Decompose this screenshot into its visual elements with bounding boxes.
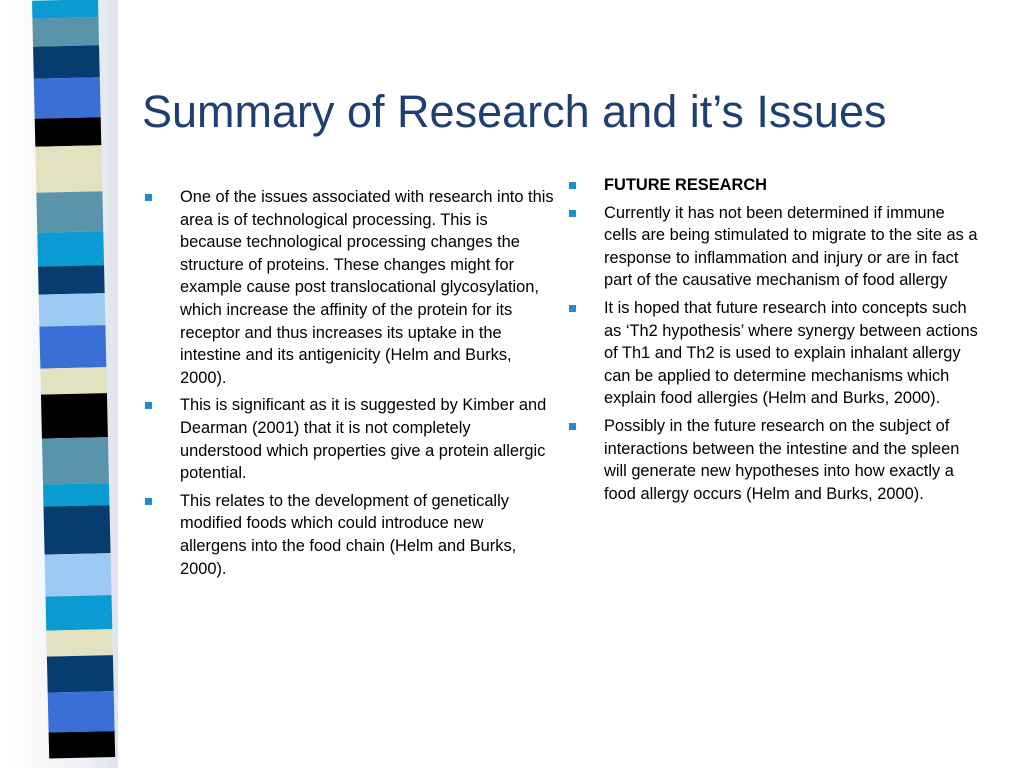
- right-bullet-item: [566, 415, 978, 505]
- stripe-segment: [34, 77, 101, 118]
- right-heading-item: [566, 174, 978, 197]
- bullet-text: Possibly in the future research on the subject of interactions between the intestine and the spleen will generate new hypotheses into how exactly a food allergy occurs (Helm and Burks, 2000).: [604, 416, 960, 503]
- right-bullet-item: [566, 202, 978, 292]
- bullet-text: Currently it has not been determined if immune cells are being stimulated to migrate to the site as a response to inflammation and injury or are in fact part of the causative mechanism of food allergy: [604, 203, 978, 290]
- stripe-segment: [43, 505, 110, 554]
- stripe-segment: [36, 191, 103, 232]
- stripe-segment: [41, 393, 108, 438]
- stripe-segment: [37, 231, 104, 266]
- stripe-segment: [33, 45, 100, 78]
- stripe-segment: [45, 553, 112, 596]
- stripe-segment: [32, 0, 98, 19]
- stripe-segment: [42, 437, 109, 484]
- future-research-heading: FUTURE RESEARCH: [604, 176, 768, 194]
- bullet-text: This is significant as it is suggested by Kimber and Dearman (2001) that it is not completely understood which properties give a protein allergic potential.: [180, 396, 547, 483]
- square-bullet-icon: [145, 194, 152, 201]
- stripe-segment: [32, 17, 99, 46]
- stripe-segment: [46, 629, 113, 656]
- stripe-segment: [39, 325, 106, 368]
- bullet-text: This relates to the development of genetically modified foods which could introduce new allergens into the food chain (Helm and Burks, 2000).: [180, 491, 517, 578]
- right-column: [566, 174, 978, 510]
- right-bullet-item: [566, 297, 978, 410]
- stripe-segment: [48, 691, 115, 732]
- square-bullet-icon: [569, 182, 576, 189]
- stripe-segment: [35, 145, 102, 192]
- stripe-segment: [47, 655, 114, 692]
- stripe-segment: [43, 483, 109, 506]
- square-bullet-icon: [569, 423, 576, 430]
- slide-title: Summary of Research and it’s Issues: [142, 86, 887, 137]
- bullet-text: One of the issues associated with research into this area is of technological processing. This is because technological processing changes the structure of proteins. These changes might for example cause post translocational glycosylation, which increase the affinity of the protein for its receptor and thus increases its uptake in the intestine and its antigenicity (Helm and Burks, 2000).: [180, 188, 554, 387]
- stripe-segment: [40, 367, 107, 394]
- stripe-segment: [38, 265, 105, 294]
- square-bullet-icon: [145, 498, 152, 505]
- square-bullet-icon: [569, 210, 576, 217]
- left-bullet-item: [142, 394, 554, 484]
- left-bullet-item: [142, 186, 554, 389]
- left-bullet-item: [142, 490, 554, 580]
- stripe-segment: [39, 293, 106, 326]
- square-bullet-icon: [145, 402, 152, 409]
- bullet-text: It is hoped that future research into concepts such as ‘Th2 hypothesis’ where synergy between actions of Th1 and Th2 is used to explain inhalant allergy can be applied to determine mechanisms which explain food allergies (Helm and Burks, 2000).: [604, 298, 978, 408]
- stripe-segment: [46, 595, 113, 630]
- left-column: [142, 186, 554, 585]
- stripe-segment: [35, 117, 102, 146]
- square-bullet-icon: [569, 305, 576, 312]
- stripe-segment: [49, 731, 116, 758]
